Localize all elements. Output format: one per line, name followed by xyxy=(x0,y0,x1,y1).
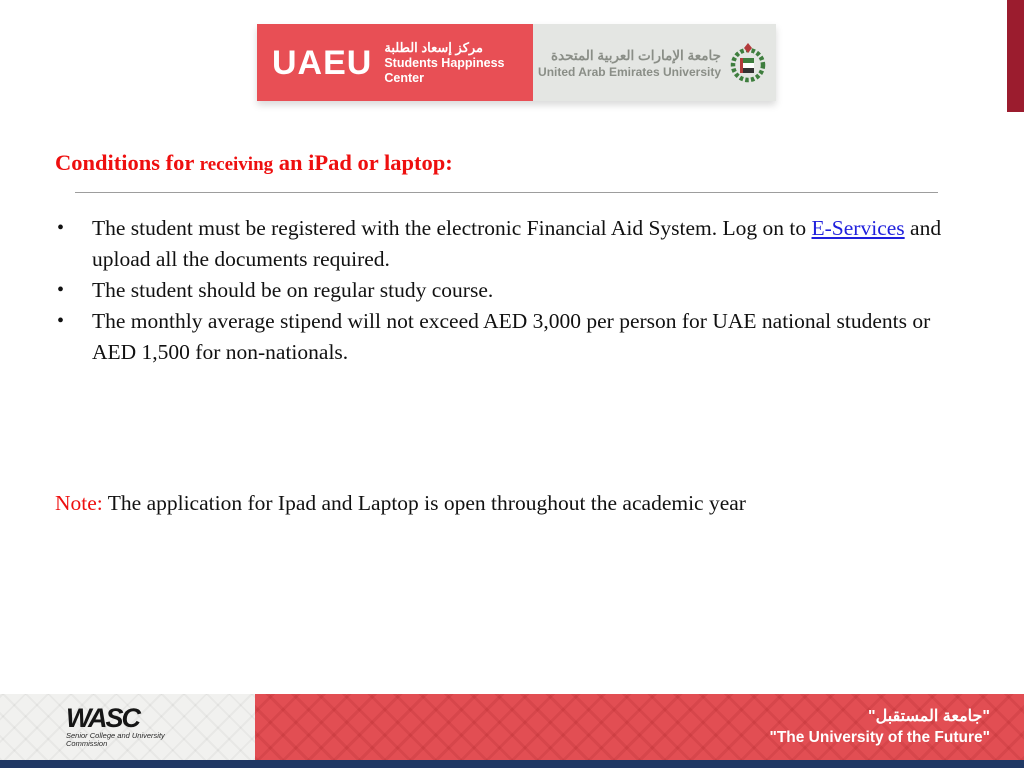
footer-banner xyxy=(0,694,1024,760)
bottom-navy-bar xyxy=(0,760,1024,768)
university-name-arabic-label: جامعة الإمارات العربية المتحدة xyxy=(551,47,721,63)
footer-slogan-arabic: "جامعة المستقبل" xyxy=(868,708,990,725)
footer-slogan-section xyxy=(255,694,1024,760)
note-label: Note: xyxy=(55,491,103,515)
bullet-marker: • xyxy=(57,279,65,301)
title-suffix: an iPad or laptop: xyxy=(273,150,453,175)
bullet-2-text: The student should be on regular study course. xyxy=(92,278,494,302)
note-line xyxy=(55,488,746,519)
bullet-1-text-post: and upload all the documents required. xyxy=(92,216,942,271)
header-banner xyxy=(257,24,776,101)
footer-wasc-section xyxy=(0,694,255,760)
uae-falcon-emblem-icon xyxy=(728,40,768,86)
top-right-accent-bar xyxy=(1007,0,1024,112)
bullet-1-text-pre: The student must be registered with the electronic Financial Aid System. Log on to xyxy=(92,216,812,240)
conditions-list xyxy=(55,213,970,368)
list-item xyxy=(55,306,970,368)
title-prefix: Conditions for xyxy=(55,150,200,175)
uaeu-logo-box xyxy=(257,24,533,101)
note-text: The application for Ipad and Laptop is open throughout the academic year xyxy=(102,491,746,515)
wasc-logo-subtitle: Senior College and University Commission xyxy=(66,730,165,748)
bullet-3-text: The monthly average stipend will not exceed AED 3,000 per person for UAE national students or AED 1,500 for non-nationals. xyxy=(92,309,931,364)
wasc-logo xyxy=(66,702,166,749)
title-divider xyxy=(75,192,938,193)
happiness-center-english-label: Students Happiness Center xyxy=(384,56,505,85)
wasc-logo-text: WASC xyxy=(66,702,139,733)
happiness-center-arabic-label: مركز إسعاد الطلبة xyxy=(384,40,484,55)
list-item xyxy=(55,213,970,275)
list-item xyxy=(55,275,970,306)
title-middle: receiving xyxy=(199,154,274,175)
bullet-marker: • xyxy=(57,217,65,239)
e-services-link[interactable]: E-Services xyxy=(811,216,905,240)
university-name-english-label: United Arab Emirates University xyxy=(538,64,721,79)
page-title xyxy=(55,150,453,176)
bullet-marker: • xyxy=(57,310,65,332)
footer-slogan-english: "The University of the Future" xyxy=(769,729,990,746)
university-logo-box xyxy=(533,24,776,101)
uaeu-logo-text: UAEU xyxy=(272,43,373,82)
